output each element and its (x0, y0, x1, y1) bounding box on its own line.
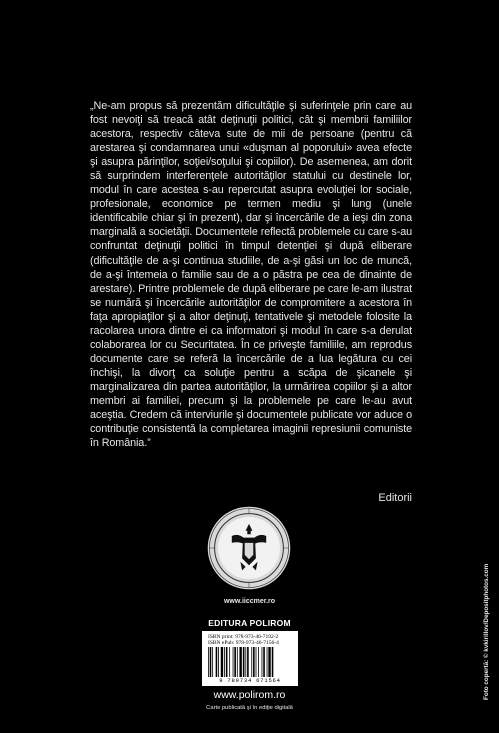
blurb-signature: Editorii (378, 492, 412, 504)
institute-seal-icon (206, 505, 292, 591)
barcode-bars (208, 647, 292, 677)
blurb-text: „Ne-am propus să prezentăm dificultăţile şi suferinţele prin care au fost nevoiţi să treacă atât deţinuţii politici, cât şi membrii familiilor acestora, respectiv câteva sute de mii de persoane (pentru că arestarea şi condamnarea unui «duşman al poporului» avea efecte şi asupra părinţilor, soţiei/soţului şi copiilor). De asemenea, am dorit să surprindem interferenţele autorităţilor statului cu destinele lor, modul în care acestea s-au repercutat asupra evoluţiei lor sociale, profesionale, economice pe termen mediu şi lung (unele identificabile chiar şi în prezent), dar şi încercările de a ieşi din zona marginală a societăţii. Documentele reflectă problemele cu care s-au confruntat deţinuţii politici în timpul detenţiei şi după eliberare (dificultăţile de a-şi continua studiile, de a-şi găsi un loc de muncă, de a-şi întemeia o familie sau de a o păstra pe cea de dinainte de arestare). Printre problemele de după eliberare pe care le-am ilustrat se numără şi încercările autorităţilor de compromitere a acestora în faţa apropiaţilor şi a altor deţinuţi, tentativele şi metodele folosite la racolarea unora dintre ei ca informatori şi modul în care s-a derulat colaborarea lor cu Securitatea. În ce priveşte familiile, am reprodus documente care se referă la încercările de a lua legătura cu cei închişi, la divorţ ca soluţie pentru a scăpa de şicanele şi marginalizarea din partea autorităţilor, la urmărirea copiilor şi a altor membri ai familiei, precum şi la problemele pe care le-au avut aceştia. Credem că interviurile şi documentele publicate vor aduce o contribuţie consistentă la completarea imaginii represiunii comuniste în România.” (90, 100, 412, 450)
barcode-number: 9 789734 671564 (219, 677, 281, 684)
back-cover-blurb (90, 99, 412, 450)
digital-edition-note: Carte publicată şi în ediţie digitală (206, 705, 293, 711)
isbn-print: ISBN print: 978-973-46-7192-2 (208, 634, 279, 640)
photo-credit: Foto copertă: © kvkirillov/Depositphotos.com (483, 563, 490, 700)
publisher-website: www.polirom.ro (213, 689, 286, 701)
seal-url: www.iiccmer.ro (223, 598, 276, 605)
isbn-barcode (202, 631, 298, 686)
isbn-epub: ISBN ePub: 978-973-46-7156-4 (208, 640, 279, 646)
publisher-name: EDITURA POLIROM (208, 618, 291, 628)
